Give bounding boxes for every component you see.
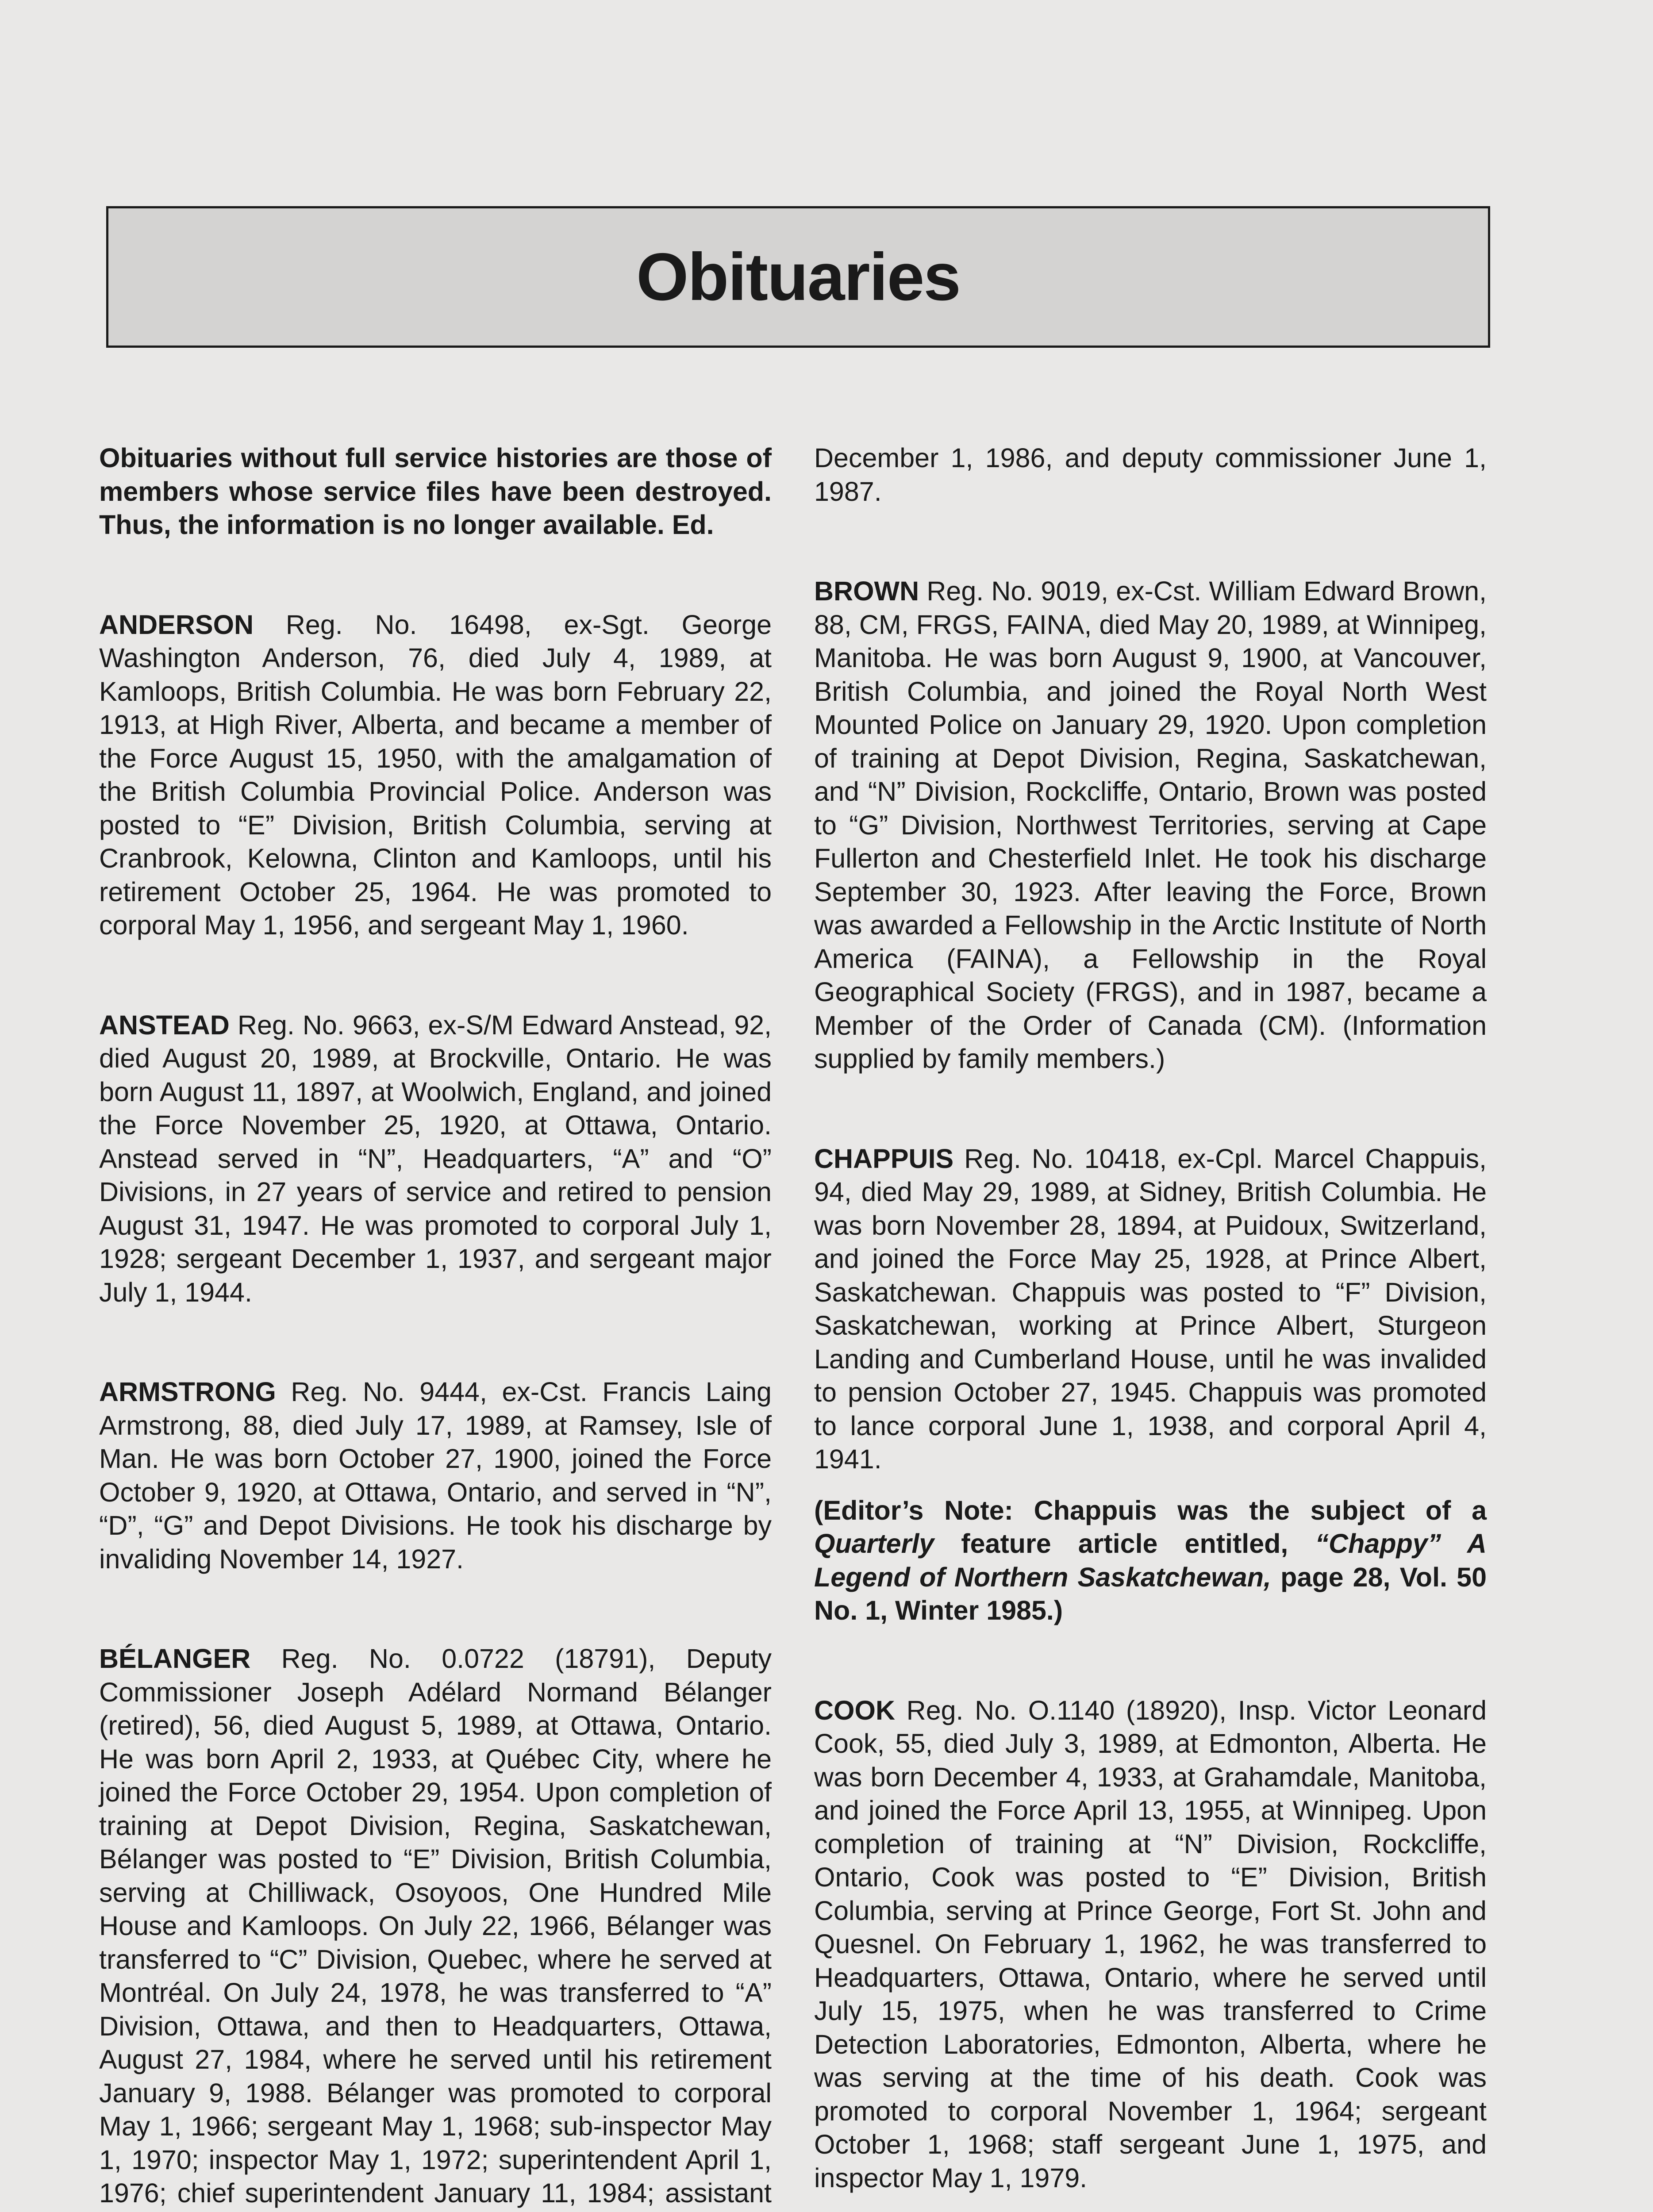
editor-note-italic: “Chappy” A Legend of Northern Saskatchewan, [814, 1528, 1487, 1592]
obituary-name: ARMSTRONG [99, 1377, 276, 1407]
editor-note-text: feature article entitled, [934, 1528, 1315, 1559]
obituary-entry [814, 1142, 1487, 1476]
title-box [106, 206, 1490, 348]
obituary-entry [99, 608, 772, 942]
obituary-name: BÉLANGER [99, 1644, 251, 1674]
obituary-text: Reg. No. 9444, ex-Cst. Francis Laing Armstrong, 88, died July 17, 1989, at Ramsey, Isle of Man. He was born October 27, 1900, joined the Force October 9, 1920, at Ottawa, Ontario, and served in “N”, “D”, “G” and Depot Divisions. He took his discharge by invaliding November 14, 1927. [99, 1377, 772, 1574]
page-title: Obituaries [636, 239, 960, 315]
obituary-entry [99, 1642, 772, 2212]
editor-note-text: page 28, Vol. 50 No. 1, Winter 1985.) [814, 1562, 1487, 1625]
continued-text: December 1, 1986, and deputy commissioner June 1, 1987. [814, 443, 1487, 507]
obituary-name: ANSTEAD [99, 1010, 230, 1040]
obituary-entry [99, 1009, 772, 1310]
obituary-text: Reg. No. O.1140 (18920), Insp. Victor Leonard Cook, 55, died July 3, 1989, at Edmonton, Alberta. He was born December 4, 1933, at Grahamdale, Manitoba, and joined the Force April 13, 1955, at Winnipeg. Upon completion of training at “N” Division, Rockcliffe, Ontario, Cook was posted to “E” Division, British Columbia, serving at Prince George, Fort St. John and Quesnel. On February 1, 1962, he was transferred to Headquarters, Ottawa, Ontario, where he served until July 15, 1975, when he was transferred to Crime Detection Laboratories, Edmonton, Alberta, where he was serving at the time of his death. Cook was promoted to corporal November 1, 1964; sergeant October 1, 1968; staff sergeant June 1, 1975, and inspector May 1, 1979. [814, 1695, 1487, 2193]
obituary-name: BROWN [814, 576, 919, 606]
editor-note-italic: Quarterly [814, 1528, 934, 1559]
obituary-name: COOK [814, 1695, 895, 1725]
obituary-text: Reg. No. 16498, ex-Sgt. George Washington Anderson, 76, died July 4, 1989, at Kamloops, British Columbia. He was born February 22, 1913, at High River, Alberta, and became a member of the Force August 15, 1950, with the amalgamation of the British Columbia Provincial Police. Anderson was posted to “E” Division, British Columbia, serving at Cranbrook, Kelowna, Clinton and Kamloops, until his retirement October 25, 1964. He was promoted to corporal May 1, 1956, and sergeant May 1, 1960. [99, 609, 772, 940]
editor-note-text: (Editor’s Note: Chappuis was the subject of a [814, 1495, 1487, 1525]
obituary-text: Reg. No. 9663, ex-S/M Edward Anstead, 92, died August 20, 1989, at Brockville, Ontario. He was born August 11, 1897, at Woolwich, England, and joined the Force November 25, 1920, at Ottawa, Ontario. Anstead served in “N”, Headquarters, “A” and “O” Divisions, in 27 years of service and retired to pension August 31, 1947. He was promoted to corporal July 1, 1928; sergeant December 1, 1937, and sergeant major July 1, 1944. [99, 1010, 772, 1307]
intro-note: Obituaries without full service histories are those of members whose service files have been destroyed. Thus, the information is no longer available. Ed. [99, 443, 772, 540]
obituary-name: ANDERSON [99, 609, 254, 640]
obituary-entry [814, 1694, 1487, 2195]
obituary-text: Reg. No. 10418, ex-Cpl. Marcel Chappuis, 94, died May 29, 1989, at Sidney, British Columbia. He was born November 28, 1894, at Puidoux, Switzerland, and joined the Force May 25, 1928, at Prince Albert, Saskatchewan. Chappuis was posted to “F” Division, Saskatchewan, working at Prince Albert, Sturgeon Landing and Cumberland House, until he was invalided to pension October 27, 1945. Chappuis was promoted to lance corporal June 1, 1938, and corporal April 4, 1941. [814, 1143, 1487, 1474]
obituary-entry [99, 1375, 772, 1576]
left-column [99, 442, 772, 2212]
editor-note [814, 1494, 1487, 1628]
right-column [814, 442, 1487, 2212]
obituary-text: Reg. No. 0.0722 (18791), Deputy Commissioner Joseph Adélard Normand Bélanger (retired), 56, died August 5, 1989, at Ottawa, Ontario. He was born April 2, 1933, at Québec City, where he joined the Force October 29, 1954. Upon completion of training at Depot Division, Regina, Saskatchewan, Bélanger was posted to “E” Division, British Columbia, serving at Chilliwack, Osoyoos, One Hundred Mile House and Kamloops. On July 22, 1966, Bélanger was transferred to “C” Division, Quebec, where he served at Montréal. On July 24, 1978, he was transferred to “A” Division, Ottawa, and then to Headquarters, Ottawa, August 27, 1984, where he served until his retirement January 9, 1988. Bélanger was promoted to corporal May 1, 1966; sergeant May 1, 1968; sub-inspector May 1, 1970; inspector May 1, 1972; superintendent April 1, 1976; chief superintendent January 11, 1984; assistant [99, 1644, 772, 2208]
obituary-text: Reg. No. 9019, ex-Cst. William Edward Brown, 88, CM, FRGS, FAINA, died May 20, 1989, at Winnipeg, Manitoba. He was born August 9, 1900, at Vancouver, British Columbia, and joined the Royal North West Mounted Police on January 29, 1920. Upon completion of training at Depot Division, Regina, Saskatchewan, and “N” Division, Rockcliffe, Ontario, Brown was posted to “G” Division, Northwest Territories, serving at Cape Fullerton and Chesterfield Inlet. He took his discharge September 30, 1923. After leaving the Force, Brown was awarded a Fellowship in the Arctic Institute of North America (FAINA), a Fellowship in the Royal Geographical Society (FRGS), and in 1987, became a Member of the Order of Canada (CM). (Information supplied by family members.) [814, 576, 1487, 1074]
obituary-name: CHAPPUIS [814, 1143, 954, 1174]
obituary-entry [814, 575, 1487, 1076]
